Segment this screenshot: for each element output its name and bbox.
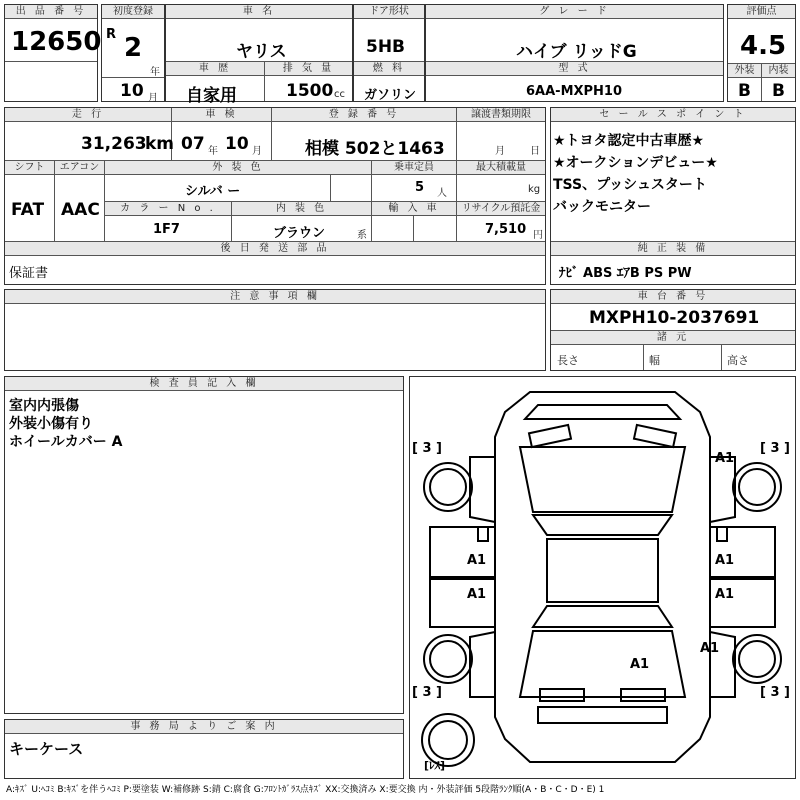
car-diagram — [410, 377, 795, 778]
inspector-label: 検 査 員 記 入 欄 — [5, 377, 403, 391]
spec-label: 諸 元 — [551, 331, 795, 345]
tire-rear-left: [ 3 ] — [412, 685, 442, 700]
mark-right-front-door: A1 — [715, 553, 735, 568]
first-reg-year: 2 — [124, 33, 143, 63]
mileage: 31,263 — [81, 134, 147, 154]
exterior-grade: B — [738, 81, 751, 101]
history: 自家用 — [186, 86, 237, 106]
length-label: 長さ — [557, 354, 579, 367]
interior-label: 内装 — [762, 64, 795, 78]
later-parts: 保証書 — [9, 266, 49, 281]
exterior-label: 外装 — [728, 64, 761, 78]
legend-footer: A:ｷｽﾞ U:ﾍｺﾐ B:ｷｽﾞを伴うﾍｺﾐ P:要塗装 W:補修跡 S:錆 C:腐食 G:ﾌﾛﾝﾄｶﾞﾗｽ点ｷｽﾞ XX:交換済み X:要交換 内・外装評価 5段階ﾗﾝｸ順(A・B・C・D・E) 1 — [6, 785, 605, 795]
transfer-label: 譲渡書類期限 — [457, 108, 545, 122]
inspector-line-1: 室内内張傷 — [9, 398, 79, 414]
ac-label: エアコン — [55, 161, 104, 175]
inspection-month: 10 — [225, 134, 249, 154]
mark-right-rear-door: A1 — [715, 587, 735, 602]
car-name: ヤリス — [236, 42, 287, 62]
sales-box — [550, 107, 796, 285]
era: R — [106, 27, 117, 42]
inspection-label: 車 検 — [172, 108, 271, 122]
shift-label: シフト — [5, 161, 54, 175]
recycle: 7,510 — [485, 222, 527, 237]
office-label: 事 務 局 よ り ご 案 内 — [5, 720, 403, 734]
notes-box — [4, 289, 546, 371]
height-label: 高さ — [727, 354, 749, 367]
recycle-unit: 円 — [533, 230, 543, 241]
office-note: キーケース — [9, 740, 84, 758]
sales-label: セ ー ル ス ポ イ ン ト — [551, 108, 795, 122]
grade-label: グ レ ー ド — [426, 5, 723, 19]
office-box — [4, 719, 404, 779]
mark-right-rear-quarter: A1 — [700, 641, 720, 656]
car-diagram-box — [409, 376, 796, 779]
mileage-unit: km — [145, 134, 175, 154]
displacement: 1500 — [286, 81, 334, 101]
chassis-number: MXPH10-2037691 — [589, 308, 760, 328]
fuel: ガソリン — [364, 88, 417, 103]
car-name-label: 車 名 — [166, 5, 352, 19]
score: 4.5 — [740, 31, 787, 61]
car-name-box — [165, 4, 353, 106]
sales-line-3: TSS、プッシュスタート — [553, 177, 707, 193]
transfer-month-unit: 月 — [495, 146, 505, 157]
equipment: ﾅﾋﾞ ABS ｴｱB PS PW — [559, 266, 692, 281]
int-color-label: 内 装 色 — [232, 202, 371, 216]
inspector-box — [4, 376, 404, 714]
displacement-label: 排 気 量 — [265, 62, 352, 76]
first-reg-box — [101, 4, 165, 102]
spare-tire-label: [ﾚｽ] — [424, 759, 446, 772]
capacity-unit: 人 — [437, 188, 447, 199]
inspector-line-2: 外装小傷有り — [9, 416, 93, 432]
door-box — [353, 4, 425, 102]
inspection-month-unit: 月 — [252, 146, 262, 157]
score-label: 評価点 — [728, 5, 795, 19]
vehicle-info-box — [4, 107, 546, 285]
inspector-line-3: ホイールカバー A — [9, 434, 123, 450]
reg-number-label: 登 録 番 号 — [272, 108, 456, 122]
import-label: 輸 入 車 — [372, 202, 456, 216]
grade-box — [425, 4, 724, 102]
equipment-label: 純 正 装 備 — [551, 242, 795, 256]
recycle-label: リサイクル預託金 — [457, 202, 545, 216]
score-box — [727, 4, 796, 102]
capacity: 5 — [415, 180, 425, 195]
chassis-label: 車 台 番 号 — [551, 290, 795, 304]
capacity-label: 乗車定員 — [372, 161, 456, 175]
ext-color: シルバ ー — [185, 184, 241, 199]
int-color: ブラウン — [273, 226, 326, 241]
door-label: ドア形状 — [354, 5, 424, 19]
first-reg-label: 初度登録 — [102, 5, 164, 19]
model-label: 型 式 — [426, 62, 723, 76]
ext-color-label: 外 装 色 — [105, 161, 371, 175]
shift: FAT — [11, 200, 45, 220]
history-label: 車 歴 — [166, 62, 264, 76]
tire-front-left: [ 3 ] — [412, 441, 442, 456]
interior-grade: B — [772, 81, 785, 101]
inspection-year: 07 — [181, 134, 205, 154]
tire-front-right: [ 3 ] — [760, 441, 790, 456]
door: 5HB — [366, 37, 406, 57]
color-no-label: カ ラ ー N o . — [105, 202, 231, 216]
width-label: 幅 — [649, 354, 660, 367]
max-load-unit: kg — [528, 184, 541, 195]
tire-rear-right: [ 3 ] — [760, 685, 790, 700]
mark-rear-glass: A1 — [630, 657, 650, 672]
mark-front-right-fender: A1 — [715, 451, 735, 466]
first-reg-month: 10 — [120, 81, 144, 101]
fuel-label: 燃 料 — [354, 62, 424, 76]
mark-left-front-door: A1 — [467, 553, 487, 568]
month-unit: 月 — [148, 93, 158, 104]
sales-line-4: バックモニター — [553, 199, 651, 215]
reg-number: 相模 502と1463 — [305, 139, 445, 159]
mileage-label: 走 行 — [5, 108, 171, 122]
later-parts-label: 後 日 発 送 部 品 — [5, 242, 545, 256]
chassis-box — [550, 289, 796, 371]
color-no: 1F7 — [153, 222, 180, 237]
mark-left-rear-door: A1 — [467, 587, 487, 602]
notes-label: 注 意 事 項 欄 — [5, 290, 545, 304]
year-unit: 年 — [150, 67, 160, 78]
int-color-unit: 系 — [357, 230, 367, 241]
lot-label: 出 品 番 号 — [5, 5, 97, 19]
max-load-label: 最大積載量 — [457, 161, 545, 175]
lot-box — [4, 4, 102, 102]
sales-line-2: ★オークションデビュー★ — [553, 155, 718, 171]
inspection-year-unit: 年 — [208, 146, 218, 157]
displacement-unit: cc — [334, 89, 345, 100]
lot-number: 12650 — [11, 27, 102, 57]
grade: ハイブ リッドG — [516, 42, 637, 62]
model: 6AA-MXPH10 — [526, 84, 623, 99]
ac: AAC — [61, 200, 100, 220]
sales-line-1: ★トヨタ認定中古車歴★ — [553, 133, 705, 149]
transfer-day-unit: 日 — [530, 146, 540, 157]
